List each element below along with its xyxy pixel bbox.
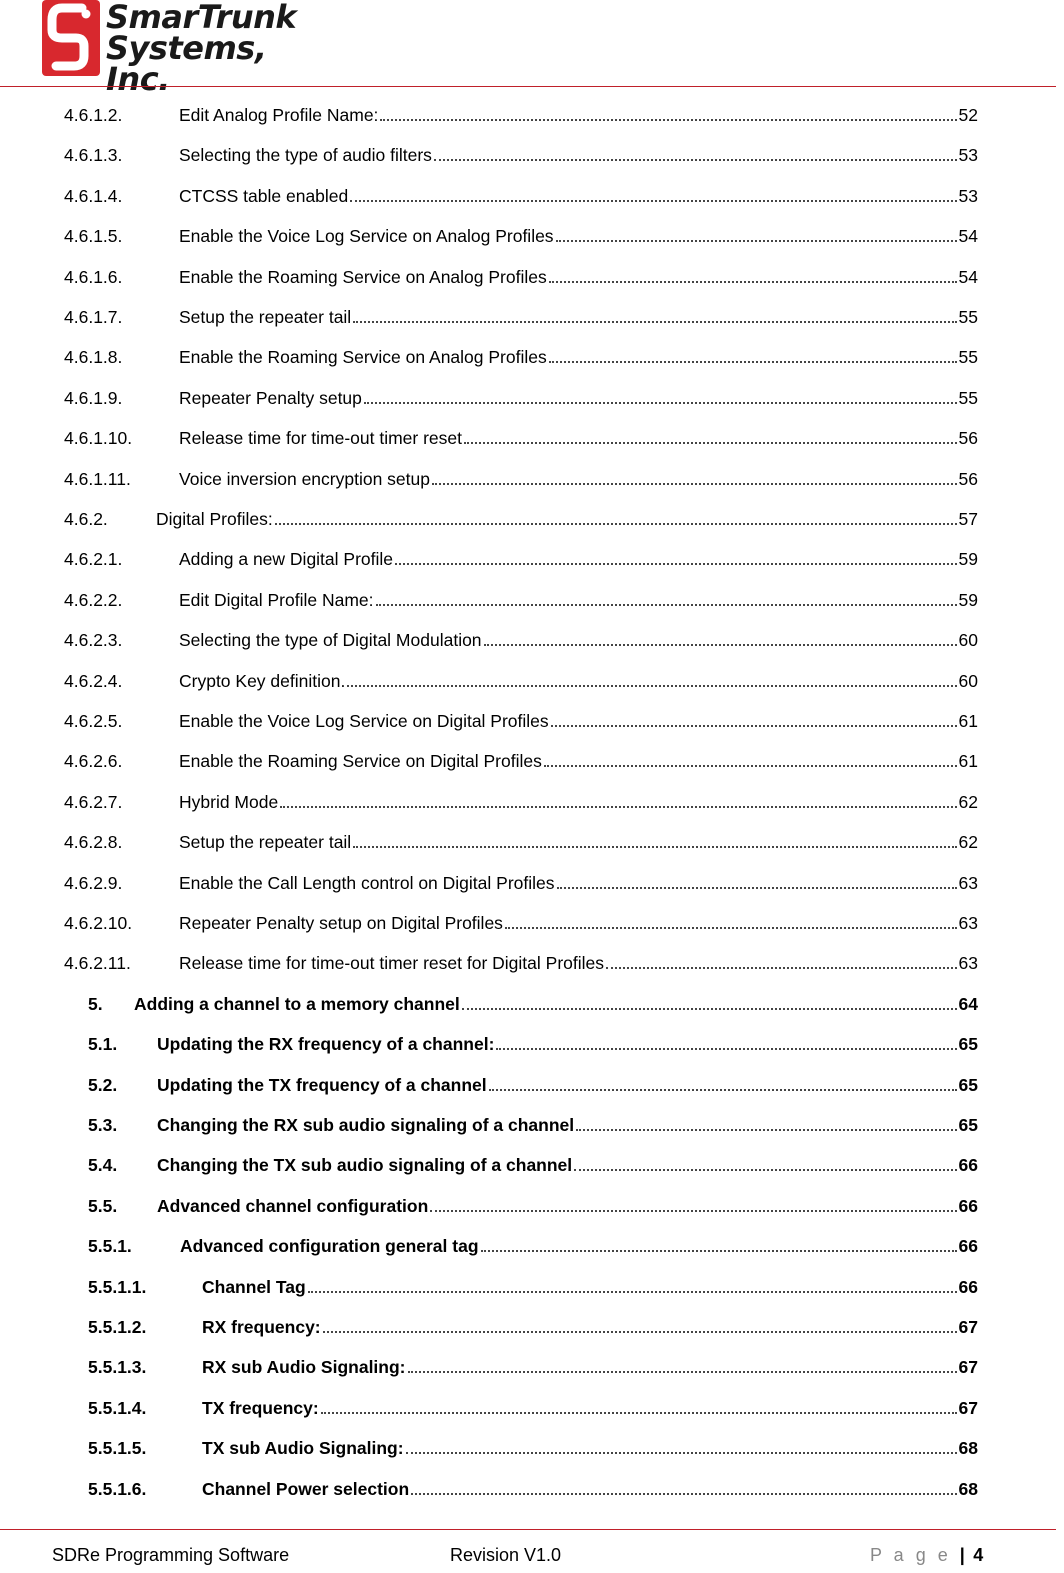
toc-entry-number: 5.5.1.6. (88, 1478, 147, 1499)
toc-entry-page: 63 (958, 953, 978, 974)
toc-entry-title: Advanced channel configuration (157, 1195, 429, 1216)
toc-entry-number: 4.6.1.2. (64, 105, 123, 125)
toc-dot-leader (406, 1452, 957, 1454)
toc-dot-leader (484, 644, 957, 646)
footer-page-separator: | (959, 1545, 965, 1565)
footer-page-label: P a g e (870, 1545, 952, 1565)
toc-entry-number: 5.5.1.1. (88, 1276, 147, 1297)
toc-entry-title: CTCSS table enabled (179, 185, 349, 206)
toc-entry-number: 4.6.2.4. (64, 670, 123, 691)
toc-entry[interactable] (64, 423, 978, 449)
toc-entry[interactable] (64, 787, 978, 813)
toc-dot-leader (347, 685, 956, 687)
toc-dot-leader (606, 967, 957, 969)
toc-entry-title: Enable the Voice Log Service on Analog Profiles (179, 226, 554, 247)
toc-entry[interactable] (88, 989, 978, 1015)
toc-dot-leader (364, 402, 957, 404)
smartrunk-s-logo-icon (42, 0, 100, 76)
toc-dot-leader (321, 1412, 957, 1414)
footer-divider (0, 1529, 1056, 1530)
toc-entry-page: 67 (958, 1397, 978, 1418)
toc-dot-leader (549, 361, 957, 363)
toc-dot-leader (350, 200, 956, 202)
toc-entry[interactable] (88, 1433, 978, 1459)
toc-entry-title: Changing the RX sub audio signaling of a channel (157, 1115, 575, 1135)
logo-line-2: Systems, Inc. (106, 29, 267, 98)
toc-entry-number: 5.5.1. (88, 1236, 132, 1257)
toc-entry[interactable] (88, 1272, 978, 1298)
footer-revision: Revision V1.0 (450, 1545, 562, 1565)
toc-entry-number: 4.6.1.4. (64, 185, 123, 206)
toc-entry-page: 68 (958, 1478, 978, 1499)
toc-entry-title: Voice inversion encryption setup (179, 468, 430, 489)
toc-dot-leader (411, 1493, 956, 1495)
toc-entry-title: Setup the repeater tail (179, 307, 352, 327)
footer-document-title: SDRe Programming Software (52, 1545, 290, 1565)
toc-entry-number: 5.5.1.5. (88, 1438, 147, 1459)
toc-dot-leader (430, 1210, 956, 1212)
toc-entry-title: Selecting the type of audio filters (179, 145, 432, 166)
toc-dot-leader (408, 1371, 957, 1373)
toc-entry[interactable] (64, 504, 978, 530)
toc-entry[interactable] (88, 1150, 978, 1176)
toc-entry-page: 67 (958, 1317, 978, 1337)
toc-entry-title: Edit Digital Profile Name: (179, 589, 374, 610)
toc-entry-number: 4.6.1.10. (64, 428, 133, 449)
toc-entry-title: Release time for time-out timer reset for Digital Profiles (179, 953, 604, 974)
toc-entry-number: 5.2. (88, 1074, 118, 1095)
toc-entry-title: Adding a new Digital Profile (179, 549, 394, 570)
toc-entry-number: 5.5.1.3. (88, 1357, 147, 1378)
toc-entry-number: 4.6.2.8. (64, 832, 123, 853)
toc-entry-page: 53 (958, 185, 978, 206)
toc-entry-page: 62 (958, 791, 978, 812)
toc-entry-title: Enable the Call Length control on Digital Profiles (179, 872, 555, 893)
toc-entry-title: Adding a channel to a memory channel (134, 993, 460, 1014)
toc-entry-number: 4.6.2. (64, 509, 108, 529)
toc-entry-page: 66 (958, 1155, 978, 1176)
toc-dot-leader (353, 321, 956, 323)
toc-entry-number: 4.6.2.2. (64, 589, 123, 610)
toc-entry-title: Hybrid Mode (179, 791, 279, 812)
toc-entry-page: 65 (958, 1115, 978, 1135)
toc-entry[interactable] (64, 464, 978, 490)
toc-entry-number: 5.5.1.4. (88, 1397, 147, 1418)
toc-entry[interactable] (88, 1474, 978, 1500)
toc-entry-number: 4.6.1.8. (64, 347, 123, 368)
toc-entry-title: Channel Power selection (202, 1478, 410, 1499)
toc-entry-number: 4.6.1.5. (64, 226, 123, 247)
toc-entry-number: 5.5. (88, 1195, 118, 1216)
toc-entry-page: 64 (958, 993, 978, 1014)
toc-entry[interactable] (64, 625, 978, 651)
toc-entry-number: 4.6.2.9. (64, 872, 123, 893)
toc-entry-page: 53 (958, 145, 978, 166)
toc-entry-number: 4.6.1.3. (64, 145, 123, 166)
toc-entry-page: 61 (958, 711, 978, 731)
toc-entry[interactable] (64, 948, 978, 974)
toc-entry-title: Edit Analog Profile Name: (179, 105, 379, 125)
toc-entry-title: Advanced configuration general tag (180, 1236, 479, 1257)
toc-dot-leader (556, 240, 957, 242)
toc-entry[interactable] (64, 100, 978, 126)
toc-entry-page: 62 (958, 832, 978, 853)
toc-dot-leader (464, 442, 957, 444)
toc-entry[interactable] (64, 544, 978, 570)
toc-entry-number: 5. (88, 993, 103, 1014)
toc-entry-page: 66 (958, 1195, 978, 1216)
toc-entry-number: 4.6.2.7. (64, 791, 123, 812)
toc-entry-title: Enable the Roaming Service on Analog Profiles (179, 266, 547, 287)
toc-entry[interactable] (64, 342, 978, 368)
company-logo (40, 0, 340, 98)
toc-entry-number: 4.6.2.10. (64, 913, 133, 933)
toc-entry-page: 55 (958, 387, 978, 408)
toc-entry-title: Enable the Voice Log Service on Digital Profiles (179, 711, 549, 731)
toc-entry-number: 4.6.2.5. (64, 711, 123, 731)
toc-dot-leader (496, 1048, 956, 1050)
toc-entry[interactable] (64, 908, 978, 934)
toc-entry[interactable] (88, 1110, 978, 1136)
toc-entry-number: 4.6.2.3. (64, 630, 123, 651)
toc-entry-page: 56 (958, 428, 978, 449)
toc-entry-number: 4.6.1.6. (64, 266, 123, 287)
toc-entry-page: 66 (958, 1276, 978, 1297)
toc-entry[interactable] (88, 1070, 978, 1096)
toc-dot-leader (549, 281, 957, 283)
toc-dot-leader (395, 563, 957, 565)
toc-dot-leader (462, 1008, 957, 1010)
toc-entry-page: 60 (958, 630, 978, 651)
toc-entry-title: TX frequency: (202, 1397, 319, 1418)
logo-wordmark (106, 0, 340, 98)
toc-dot-leader (275, 523, 957, 525)
toc-entry-number: 5.4. (88, 1155, 118, 1176)
toc-dot-leader (505, 927, 957, 929)
toc-dot-leader (380, 119, 956, 121)
toc-entry-page: 54 (958, 226, 978, 247)
toc-dot-leader (376, 604, 957, 606)
toc-entry-title: Changing the TX sub audio signaling of a channel (157, 1155, 573, 1176)
toc-dot-leader (353, 846, 956, 848)
toc-entry[interactable] (88, 1352, 978, 1378)
toc-entry-page: 55 (958, 347, 978, 368)
toc-dot-leader (432, 483, 957, 485)
toc-entry-title: Release time for time-out timer reset (179, 428, 463, 449)
toc-entry-number: 4.6.1.11. (64, 468, 131, 489)
toc-entry[interactable] (64, 140, 978, 166)
toc-entry[interactable] (64, 585, 978, 611)
toc-dot-leader (574, 1169, 956, 1171)
toc-entry-title: Repeater Penalty setup on Digital Profiles (179, 913, 503, 933)
toc-entry[interactable] (88, 1312, 978, 1338)
toc-entry-page: 61 (958, 751, 978, 772)
toc-entry-number: 4.6.1.9. (64, 387, 123, 408)
toc-dot-leader (434, 159, 957, 161)
toc-entry[interactable] (64, 666, 978, 692)
toc-dot-leader (576, 1129, 956, 1131)
toc-entry-title: RX sub Audio Signaling: (202, 1357, 406, 1378)
toc-entry-title: TX sub Audio Signaling: (202, 1438, 404, 1459)
toc-entry-page: 57 (958, 509, 978, 529)
toc-entry-page: 54 (958, 266, 978, 287)
toc-entry-title: Enable the Roaming Service on Analog Profiles (179, 347, 547, 368)
toc-entry-title: Repeater Penalty setup (179, 387, 362, 408)
toc-entry[interactable] (64, 221, 978, 247)
toc-entry[interactable] (88, 1393, 978, 1419)
toc-dot-leader (544, 765, 957, 767)
toc-dot-leader (308, 1291, 957, 1293)
toc-entry-number: 5.5.1.2. (88, 1317, 147, 1337)
logo-line-1: SmarTrunk (106, 0, 297, 36)
toc-entry-title: RX frequency: (202, 1317, 321, 1337)
toc-dot-leader (489, 1089, 957, 1091)
toc-entry[interactable] (88, 1029, 978, 1055)
toc-entry-number: 5.3. (88, 1115, 118, 1135)
toc-entry[interactable] (88, 1231, 978, 1257)
toc-entry[interactable] (64, 262, 978, 288)
toc-entry-page: 63 (958, 913, 978, 933)
toc-entry-number: 4.6.1.7. (64, 307, 123, 327)
toc-entry-page: 56 (958, 468, 978, 489)
header-divider (0, 86, 1056, 87)
toc-entry-page: 66 (958, 1236, 978, 1257)
toc-dot-leader (481, 1250, 957, 1252)
toc-entry-page: 55 (958, 307, 978, 327)
toc-dot-leader (551, 725, 957, 727)
toc-entry-page: 65 (958, 1034, 978, 1055)
toc-entry-title: Channel Tag (202, 1276, 306, 1297)
toc-entry[interactable] (64, 868, 978, 894)
toc-entry-page: 60 (958, 670, 978, 691)
toc-entry-title: Crypto Key definition. (179, 670, 346, 691)
toc-entry[interactable] (88, 1191, 978, 1217)
toc-entry-title: Setup the repeater tail (179, 832, 352, 853)
toc-entry[interactable] (64, 302, 978, 328)
toc-entry-page: 65 (958, 1074, 978, 1095)
toc-entry-page: 52 (958, 105, 978, 125)
toc-entry-number: 4.6.2.11. (64, 953, 131, 974)
toc-entry-number: 5.1. (88, 1034, 118, 1055)
toc-entry[interactable] (64, 746, 978, 772)
toc-entry-title: Digital Profiles: (156, 509, 273, 529)
toc-entry-page: 67 (958, 1357, 978, 1378)
toc-entry[interactable] (64, 706, 978, 732)
footer-page-indicator (870, 1545, 983, 1566)
toc-entry-page: 68 (958, 1438, 978, 1459)
footer-page-number: 4 (973, 1545, 984, 1565)
toc-entry-title: Selecting the type of Digital Modulation (179, 630, 482, 651)
toc-entry[interactable] (64, 383, 978, 409)
toc-entry-page: 59 (958, 589, 978, 610)
toc-entry-title: Enable the Roaming Service on Digital Profiles (179, 751, 542, 772)
toc-entry-number: 4.6.2.6. (64, 751, 123, 772)
toc-entry-title: Updating the TX frequency of a channel (157, 1074, 487, 1095)
toc-entry-title: Updating the RX frequency of a channel: (157, 1034, 495, 1055)
toc-dot-leader (323, 1331, 957, 1333)
toc-entry-page: 63 (958, 872, 978, 893)
toc-entry-number: 4.6.2.1. (64, 549, 123, 570)
toc-entry-page: 59 (958, 549, 978, 570)
toc-dot-leader (557, 887, 957, 889)
toc-entry[interactable] (64, 827, 978, 853)
toc-dot-leader (280, 806, 956, 808)
toc-entry[interactable] (64, 181, 978, 207)
